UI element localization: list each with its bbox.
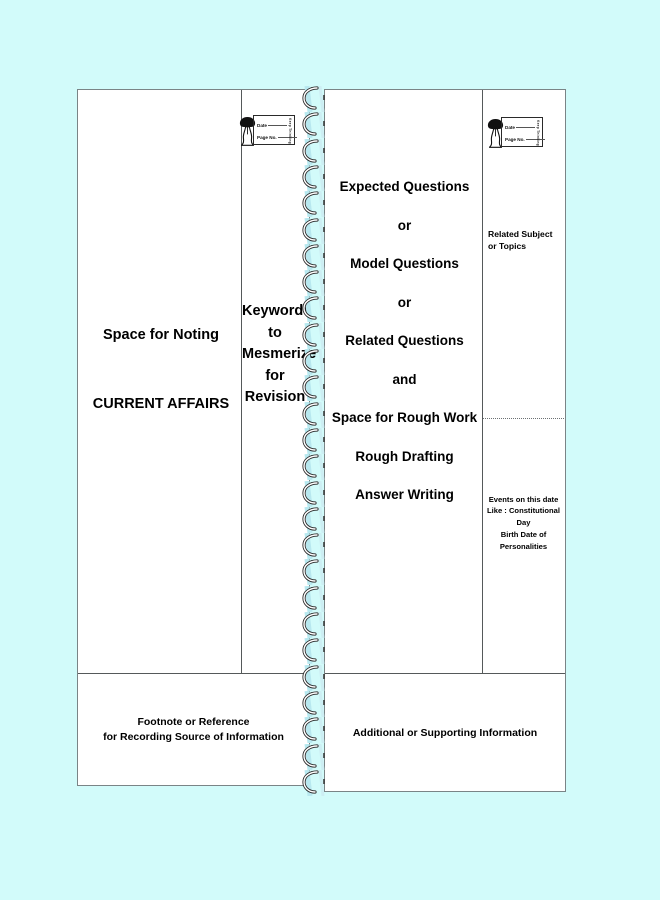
left-page-footer bbox=[78, 674, 309, 786]
spiral-coil bbox=[300, 270, 330, 296]
events-line-1: Events on this date bbox=[488, 494, 559, 504]
questions-line-3: Model Questions bbox=[350, 256, 459, 271]
spiral-coil bbox=[300, 218, 330, 244]
events-line-2: Like : Constitutional Day bbox=[487, 506, 560, 528]
stamp-date-row bbox=[505, 125, 537, 130]
spiral-coil bbox=[300, 559, 330, 585]
stamp-date-label: Date bbox=[505, 125, 515, 130]
right-page bbox=[324, 89, 566, 792]
questions-line-4: or bbox=[397, 294, 412, 310]
left-footer-line-1: Footnote or Reference bbox=[137, 715, 250, 728]
stamp-vertical-text: Keep Thinking bbox=[288, 118, 292, 144]
spiral-coil bbox=[300, 349, 330, 375]
related-subject-column bbox=[483, 215, 564, 265]
spiral-coil bbox=[300, 244, 330, 270]
stamp-pageno-row bbox=[257, 135, 289, 140]
spiral-coil bbox=[300, 586, 330, 612]
questions-line-6: and bbox=[392, 371, 417, 387]
spiral-coil bbox=[300, 165, 330, 191]
left-page-stamp bbox=[239, 115, 297, 147]
left-footer-line-2: for Recording Source of Information bbox=[103, 731, 284, 743]
related-subject-line-1: Related Subject bbox=[488, 228, 553, 239]
spiral-coil bbox=[300, 665, 330, 691]
stamp-date-label: Date bbox=[257, 123, 267, 128]
spiral-coil bbox=[300, 612, 330, 638]
spiral-coil bbox=[300, 507, 330, 533]
spiral-coil bbox=[300, 375, 330, 401]
spiral-coil bbox=[300, 770, 330, 796]
stamp-pageno-label: Page No. bbox=[505, 137, 525, 142]
keywords-column bbox=[242, 275, 317, 435]
keywords-line-3: Mesmerize bbox=[242, 346, 317, 363]
questions-line-8: Rough Drafting bbox=[355, 448, 454, 464]
spiral-coil bbox=[300, 402, 330, 428]
spiral-coil bbox=[300, 323, 330, 349]
questions-column bbox=[327, 180, 482, 625]
right-sidebar-dotted-divider bbox=[483, 418, 564, 419]
right-page-footer bbox=[325, 674, 565, 792]
questions-line-2: or bbox=[397, 217, 412, 233]
right-footer-line-1: Additional or Supporting Information bbox=[352, 727, 538, 739]
keywords-line-2: to bbox=[268, 324, 282, 341]
spiral-coil bbox=[300, 428, 330, 454]
spiral-coil bbox=[300, 112, 330, 138]
events-column bbox=[483, 488, 564, 558]
spiral-coil bbox=[300, 744, 330, 770]
spiral-coil bbox=[300, 533, 330, 559]
spiral-coil bbox=[300, 139, 330, 165]
stamp-vertical-text: Keep Thinking bbox=[536, 120, 540, 146]
spiral-coil bbox=[300, 717, 330, 743]
spiral-coil bbox=[300, 638, 330, 664]
questions-line-9: Answer Writing bbox=[355, 487, 454, 502]
questions-line-7: Space for Rough Work bbox=[331, 410, 478, 425]
spiral-coil bbox=[300, 86, 330, 112]
spiral-coil bbox=[300, 691, 330, 717]
stamp-pageno-row bbox=[505, 137, 537, 142]
stamp-box bbox=[501, 117, 543, 147]
related-subject-line-2: or Topics bbox=[488, 241, 527, 251]
questions-line-5: Related Questions bbox=[345, 333, 464, 348]
stamp-date-row bbox=[257, 123, 289, 128]
noting-area bbox=[82, 300, 240, 440]
questions-line-1: Expected Questions bbox=[339, 179, 470, 194]
right-page-stamp bbox=[487, 117, 545, 149]
spiral-coil bbox=[300, 191, 330, 217]
keywords-line-1: Keywords bbox=[242, 303, 312, 320]
noting-line-2: CURRENT AFFAIRS bbox=[92, 396, 230, 412]
stamp-date-rule bbox=[268, 125, 287, 126]
stamp-date-rule bbox=[516, 127, 535, 128]
events-line-3: Birth Date of Personalities bbox=[499, 529, 548, 551]
spiral-coil bbox=[300, 454, 330, 480]
keywords-line-5: Revision bbox=[244, 389, 306, 406]
right-page-vertical-divider bbox=[482, 90, 483, 673]
noting-line-1: Space for Noting bbox=[102, 327, 219, 344]
spiral-binding bbox=[300, 86, 330, 798]
left-page bbox=[77, 89, 317, 786]
keywords-line-4: for bbox=[265, 367, 285, 384]
stamp-pageno-label: Page No. bbox=[257, 135, 277, 140]
stamp-box bbox=[253, 115, 295, 145]
spiral-coil bbox=[300, 481, 330, 507]
spiral-coil bbox=[300, 296, 330, 322]
